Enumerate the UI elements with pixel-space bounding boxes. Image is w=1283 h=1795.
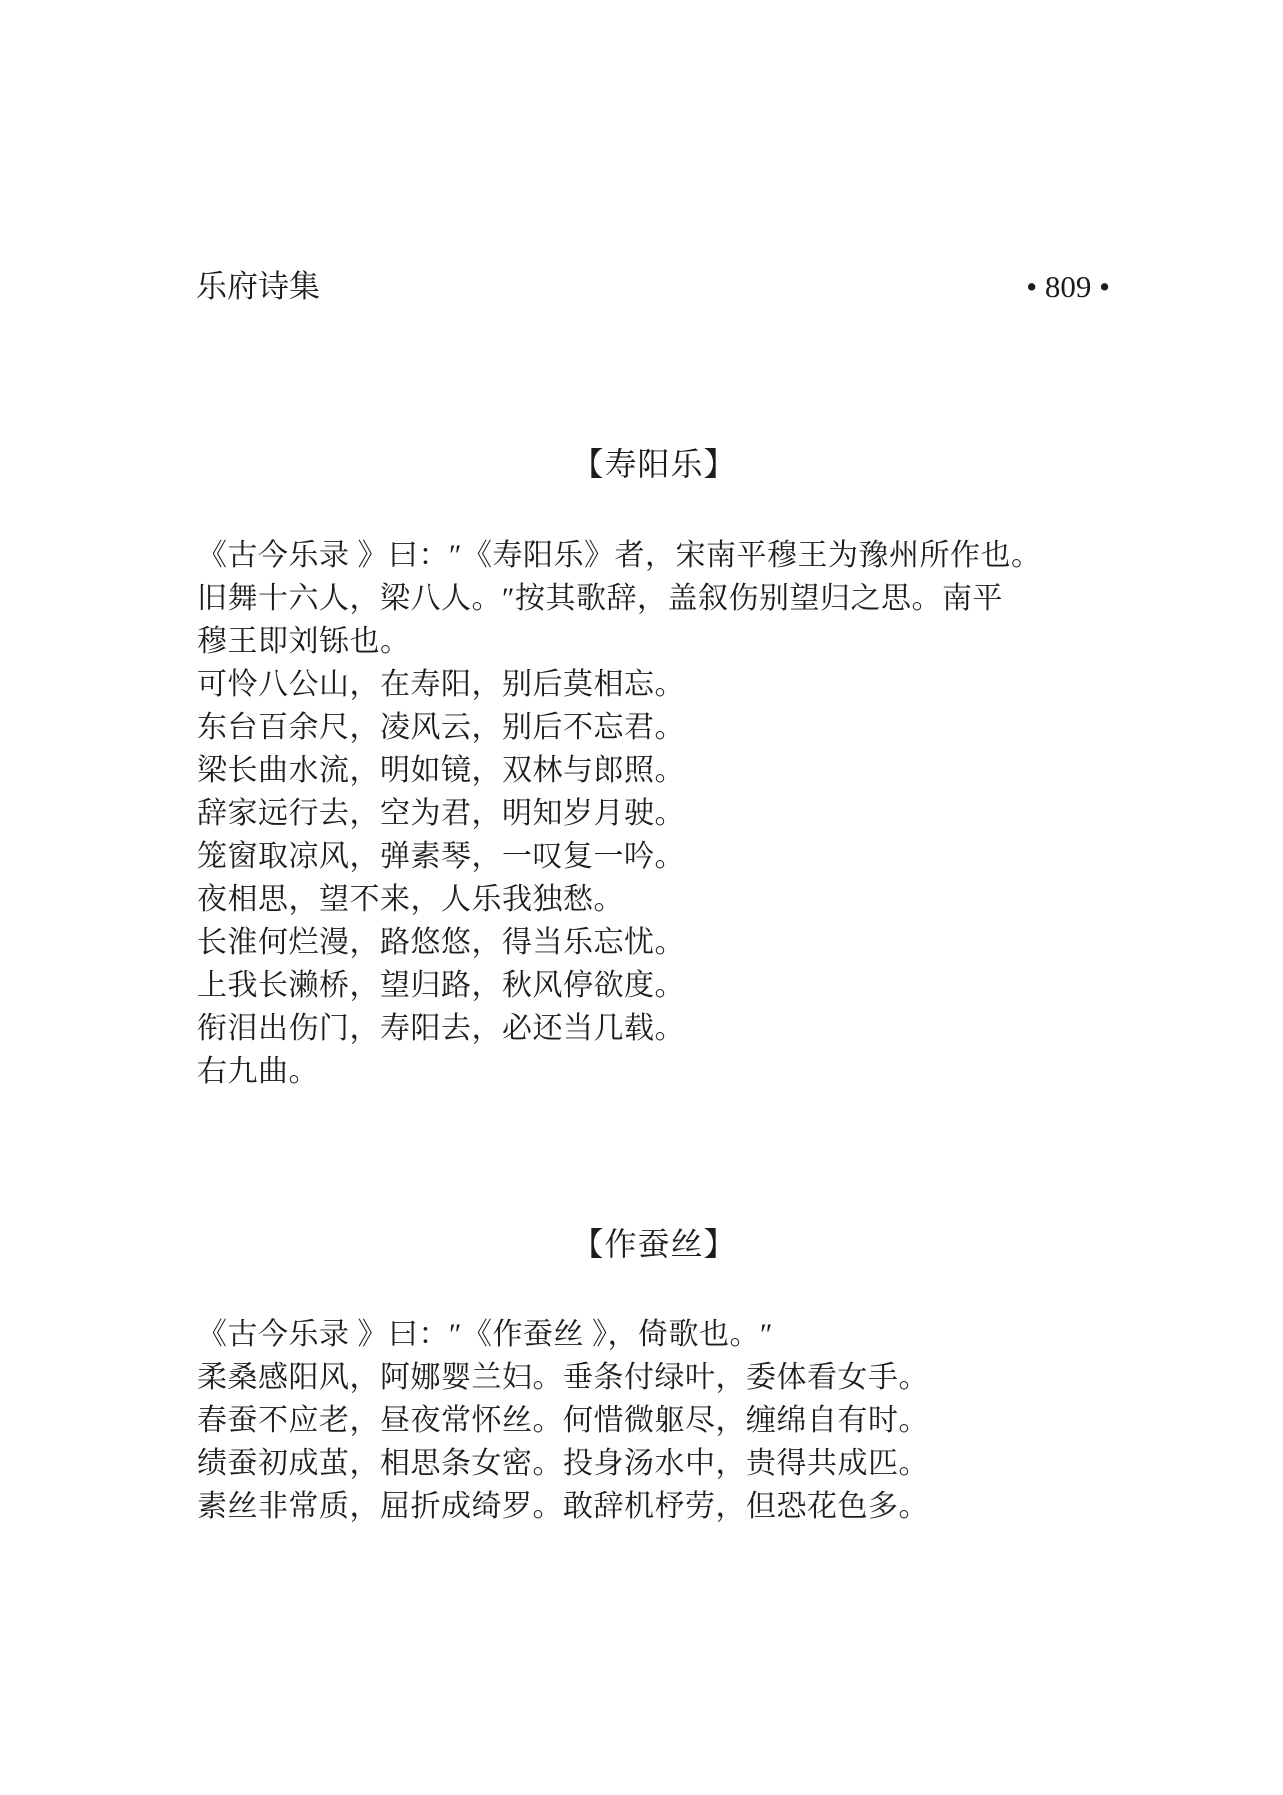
page-number: • 809 • — [1026, 269, 1110, 304]
text-line: 夜相思，望不来，人乐我独愁。 — [197, 883, 624, 916]
text-line: 《古今乐录 》曰：″《作蚕丝 》，倚歌也。″ — [197, 1318, 773, 1351]
section-title-shouyangyue: 【寿阳乐】 — [571, 446, 737, 482]
section-body-shouyangyue — [197, 534, 1142, 1093]
text-line: 柔桑感阳风，阿娜婴兰妇。垂条付绿叶，委体看女手。 — [197, 1361, 929, 1394]
text-line: 《古今乐录 》曰：″《寿阳乐》者，宋南平穆王为豫州所作也。 — [197, 539, 1042, 572]
text-line: 辞家远行去，空为君，明知岁月驶。 — [197, 797, 685, 830]
text-line: 可怜八公山，在寿阳，别后莫相忘。 — [197, 668, 685, 701]
text-line: 衔泪出伤门，寿阳去，必还当几载。 — [197, 1012, 685, 1045]
section-title-zuocansi: 【作蚕丝】 — [571, 1226, 737, 1262]
text-line: 上我长濑桥，望归路，秋风停欲度。 — [197, 969, 685, 1002]
page-header — [196, 268, 1110, 306]
text-line: 笼窗取凉风，弹素琴，一叹复一吟。 — [197, 840, 685, 873]
text-line: 素丝非常质，屈折成绮罗。敢辞机杼劳，但恐花色多。 — [197, 1490, 929, 1523]
text-line: 右九曲。 — [197, 1055, 319, 1088]
text-line: 东台百余尺，凌风云，别后不忘君。 — [197, 711, 685, 744]
book-title: 乐府诗集 — [196, 269, 320, 304]
text-line: 旧舞十六人，梁八人。″按其歌辞，盖叙伤别望归之思。南平 — [197, 582, 1003, 615]
text-line: 长淮何烂漫，路悠悠，得当乐忘忧。 — [197, 926, 685, 959]
section-body-zuocansi — [197, 1313, 1142, 1528]
text-line: 梁长曲水流，明如镜，双林与郎照。 — [197, 754, 685, 787]
text-line: 绩蚕初成茧，相思条女密。投身汤水中，贵得共成匹。 — [197, 1447, 929, 1480]
text-line: 穆王即刘铄也。 — [197, 625, 411, 658]
text-line: 春蚕不应老，昼夜常怀丝。何惜微躯尽，缠绵自有时。 — [197, 1404, 929, 1437]
